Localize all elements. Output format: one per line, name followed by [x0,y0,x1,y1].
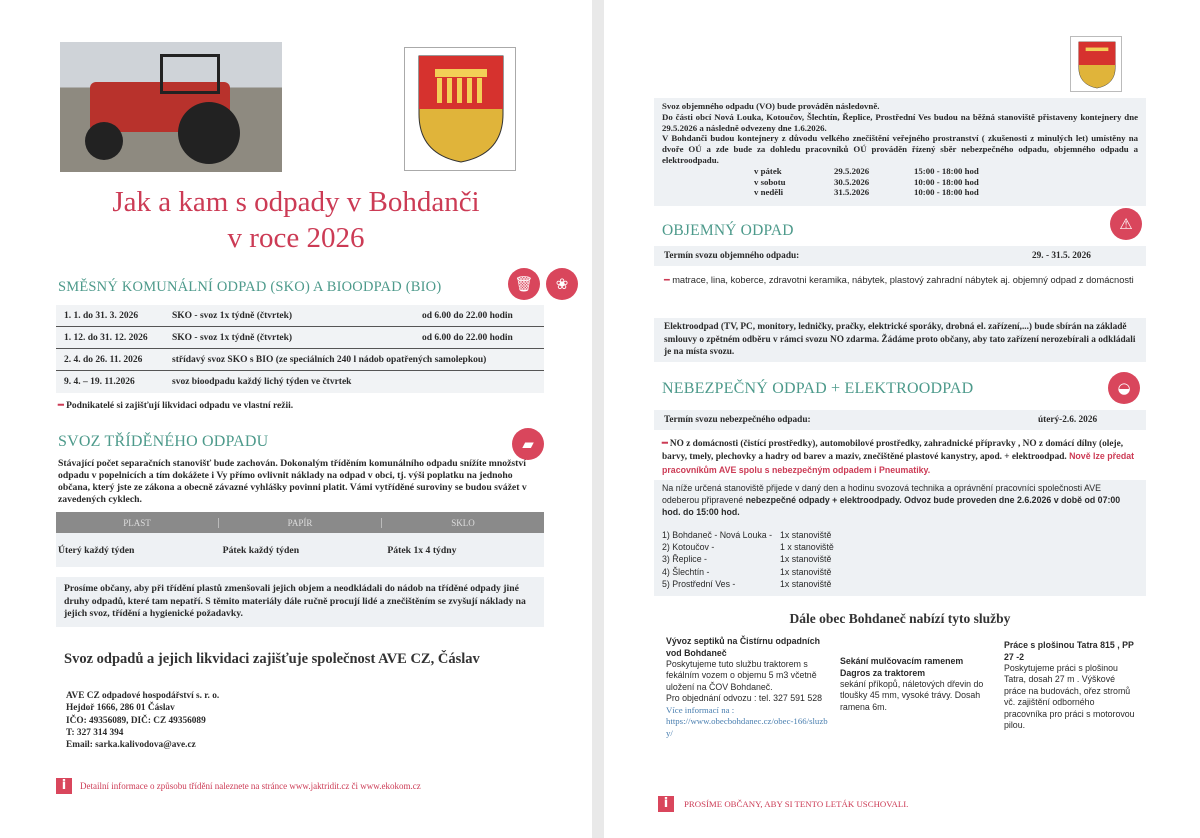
hazard-term-row [654,410,1146,430]
list-item [662,541,1138,553]
tractor-photo [60,42,282,172]
site-name: 1) Bohdaneč - Nová Louka - [662,529,773,540]
hazard-heading: NEBEZPEČNÝ ODPAD + ELEKTROODPAD [662,380,974,397]
plea-box: Prosíme občany, aby při třídění plastů zmenšovali jejich objem a neodkládali do nádob na tříděné odpady jiné druhy odpadů, které tam nepatří. S těmito materiály dále ručně procují lidé a znečištěním se zvyšují náklady na jejich svoz, třídění a hygienické požadavky. [56,577,544,627]
hazard-items [654,438,1142,477]
site-name: 3) Řeplice - [662,554,707,565]
site-count: 1 x stanoviště [780,542,834,553]
info-icon: i [658,796,674,812]
sorted-section [56,430,544,627]
table-row [56,533,544,567]
company-address [66,690,219,751]
company-name: AVE CZ odpadové hospodářství s. r. o. [66,691,220,701]
schedule-day: v sobotu [754,176,786,187]
service-title: Práce s plošinou Tatra 815 , PP 27 -2 [1004,640,1134,662]
site-name: 4) Šlechtín - [662,566,710,577]
bin-icon: 🗑 [508,268,540,300]
row-date: 2. 4. do 26. 11. 2026 [64,354,143,365]
plast-value: Úterý každý týden [58,544,135,556]
pickup-text [662,482,1138,519]
bulky-items-text: matrace, lina, koberce, zdravotni keramika, nábytek, plastový zahradní nábytek aj. objemný odpad z domácnosti [672,275,1134,285]
info-icon: i [56,778,72,794]
table-header [56,512,544,533]
dash-bullet: ━ [662,439,670,449]
sorted-paragraph: Stávající počet separačních stanovišť bude zachován. Dokonalým tříděním komunálního odpadu snížíte množství odpadu v popelnicích a tím dokážete i Vy přímo ovlivnit náklady na odpad v obci, tj. výši poplatku na jednoho občana, který jste ze zákona a obecně závazné vyhlášky povinni platit. Vámi vytříděné suroviny se budou svážet v zavedených cyklech. [58,458,527,505]
list-item [662,578,1138,590]
new-note: Nově lze předat pracovníkům AVE spolu s nebezpečným odpadem i Pneumatiky. [662,451,1135,475]
site-name: 2) Kotoučov - [662,542,715,553]
site-count: 1x stanoviště [780,578,832,589]
intro-line: Do části obcí Nová Louka, Kotoučov, Šlechtín, Řeplice, Prostřední Ves budou na běžná stanoviště přistaveny kontejnery dne 29.5.2026 a následně odvezeny dne 1.6.2026. [662,111,1138,133]
list-item [662,566,1138,578]
service-body: Poskytujeme práci s plošinou Tatra, dosah 27 m . Výškové práce na budovách, ořez stromů vč. zajištění odborného pracovníka pro práci s motorovou pilou. [1004,663,1135,731]
row-time: od 6.00 do 22.00 hodin [422,310,513,321]
table-row [56,371,544,393]
schedule-date: 31.5.2026 [834,187,870,198]
service-title: Sekání mulčovacím ramenem Dagros za traktorem [840,656,964,678]
schedule-day: v neděli [754,187,784,198]
title-line-2: v roce 2026 [227,222,365,254]
schedule-time: 10:00 - 18:00 hod [914,187,979,198]
table-row [56,349,544,371]
row-desc: střídavý svoz SKO s BIO (ze speciálních 240 l nádob opatřených samolepkou) [172,354,487,365]
page-title [0,184,592,256]
hazard-items-text: NO z domácnosti (čistící prostředky), automobilové prostředky, zahradnické přípravky , NO z domácí dílny (oleje, barvy, tmely, plechovky a hadry od barev a maziv, znečištěné plastové kanystry, apod. + elektroodpad. [662,439,1124,463]
schedule-day: v pátek [754,165,782,176]
coat-of-arms-small [1070,36,1122,92]
more-info-label: Více informací na : [666,704,735,715]
footer-info: Detailní informace o způsobu třídění naleznete na stránce www.jaktridit.cz či www.ekokom.cz [80,781,421,791]
sorted-heading: SVOZ TŘÍDĚNÉHO ODPADU [58,433,269,450]
pickup-bold: nebezpečné odpady + elektroodpady. Odvoz bude proveden dne 2.6.2026 v době od 07:00 hod. do 15:00 hod. [662,495,1121,518]
schedule [662,166,1138,198]
hazard-flow [654,438,1146,739]
company-street: Hejdoř 1666, 286 01 Čáslav [66,703,175,714]
dash-bullet: ━ [58,401,67,411]
company-heading: Svoz odpadů a jejich likvidaci zajišťuje společnost AVE CZ, Čáslav [64,651,480,667]
row-time: od 6.00 do 22.00 hodin [422,332,513,343]
warning-icon: ⚠ [1110,208,1142,240]
term-value: úterý-2.6. 2026 [1038,415,1098,425]
list-item [662,553,1138,565]
row-date: 1. 1. do 31. 3. 2026 [64,310,139,321]
note-text: Podnikatelé si zajišťují likvidaci odpadu ve vlastní režii. [66,401,294,411]
term-label: Termín svozu objemného odpadu: [664,251,800,261]
site-count: 1x stanoviště [780,554,832,565]
sorted-table [56,512,544,567]
service-platform [1004,640,1136,731]
service-septic [666,636,832,739]
table-row [56,327,544,349]
row-desc: svoz bioodpadu každý lichý týden ve čtvrtek [172,377,352,387]
coat-of-arms [404,47,516,171]
col-papir: PAPÍR [218,518,381,528]
company-ids: IČO: 49356089, DIČ: CZ 49356089 [66,715,206,726]
schedule-date: 30.5.2026 [834,176,870,187]
company-email: Email: sarka.kalivodova@ave.cz [66,740,196,751]
bulky-heading: OBJEMNÝ ODPAD [662,222,794,239]
services-row [654,636,1146,739]
services-heading: Dále obec Bohdaneč nabízí tyto služby [789,611,1011,627]
dash-bullet: ━ [664,275,673,285]
intro-line: V Bohdanči budou kontejnery z důvodu velkého znečištění veřejného prostranství ( zkušenosti z minulých let) umístěny na dvoře OÚ a zde bude za dohledu pracovníků OÚ prováděn řízený sběr nebezpečného odpadu, objemného odpadu a elektroodpadu. [662,133,1138,165]
schedule-time: 15:00 - 18:00 hod [914,165,979,176]
col-plast: PLAST [123,517,151,528]
col-sklo: SKLO [381,518,544,528]
basin-icon: ◒ [1108,372,1140,404]
service-body: Poskytujeme tuto službu traktorem s fekálním vozem o objemu 5 m3 včetně uložení na ČOV Bohdaneč. [666,659,817,692]
row-date: 1. 12. do 31. 12. 2026 [64,332,148,343]
intro-line: Svoz objemného odpadu (VO) bude prováděn následovně. [662,101,880,111]
plant-icon: ❀ [546,268,578,300]
sko-heading: SMĚSNÝ KOMUNÁLNÍ ODPAD (SKO) A BIOODPAD (BIO) [58,279,442,295]
term-label: Termín svozu nebezpečného odpadu: [664,415,811,425]
sko-note [58,400,293,411]
list-item [662,529,1138,541]
site-count: 1x stanoviště [780,529,832,540]
service-body: sekání příkopů, náletových dřevin do tloušky 45 mm, vysoké trávy. Dosah ramena 6m. [840,679,984,712]
services-link[interactable]: https://www.obecbohdanec.cz/obec-166/sluzby/ [666,716,828,738]
company-phone: T: 327 314 394 [66,727,124,738]
bulky-intro-box [654,98,1146,206]
row-desc: SKO - svoz 1x týdně (čtvrtek) [172,310,293,321]
row-date: 9. 4. – 19. 11.2026 [64,377,135,387]
pickup-intro: Na níže určená stanoviště přijede v daný den a hodinu svozová technika a oprávnění pracovníci společnosti AVE odeberou připravené [662,482,1101,506]
schedule-date: 29.5.2026 [834,165,870,176]
sklo-value: Pátek 1x 4 týdny [387,544,457,556]
service-mulching [840,656,990,713]
sko-table [56,305,544,393]
row-desc: SKO - svoz 1x týdně (čtvrtek) [172,332,293,343]
schedule-time: 10:00 - 18:00 hod [914,176,979,187]
papir-value: Pátek každý týden [222,544,300,556]
right-page [604,0,1200,838]
left-page [0,0,592,838]
title-line-1: Jak a kam s odpady v Bohdanči [112,186,480,218]
service-phone: Pro objednání odvozu : tel. 327 591 528 [666,693,823,704]
footer-note: PROSÍME OBČANY, ABY SI TENTO LETÁK USCHOVALI. [684,799,909,809]
service-title: Vývoz septiků na Čistírnu odpadních vod Bohdaneč [666,636,820,658]
electro-box: Elektroodpad (TV, PC, monitory, ledničky, pračky, elektrické sporáky, drobná el. zařízení,...) bude sbírán na základě smlouvy o zpětném odběru v rámci svozu NO zdarma. Žádáme proto občany, aby tato zařízení nerozebírali a odkládali je na místa svozu. [654,318,1146,362]
term-value: 29. - 31.5. 2026 [1032,251,1091,261]
site-count: 1x stanoviště [780,566,832,577]
bulky-items [664,274,1134,287]
bulky-term-row [654,246,1146,266]
table-row [56,305,544,327]
site-name: 5) Prostřední Ves - [662,578,736,589]
pickup-box [654,480,1146,596]
sites-list [662,529,1138,590]
container-icon: ▰ [512,428,544,460]
